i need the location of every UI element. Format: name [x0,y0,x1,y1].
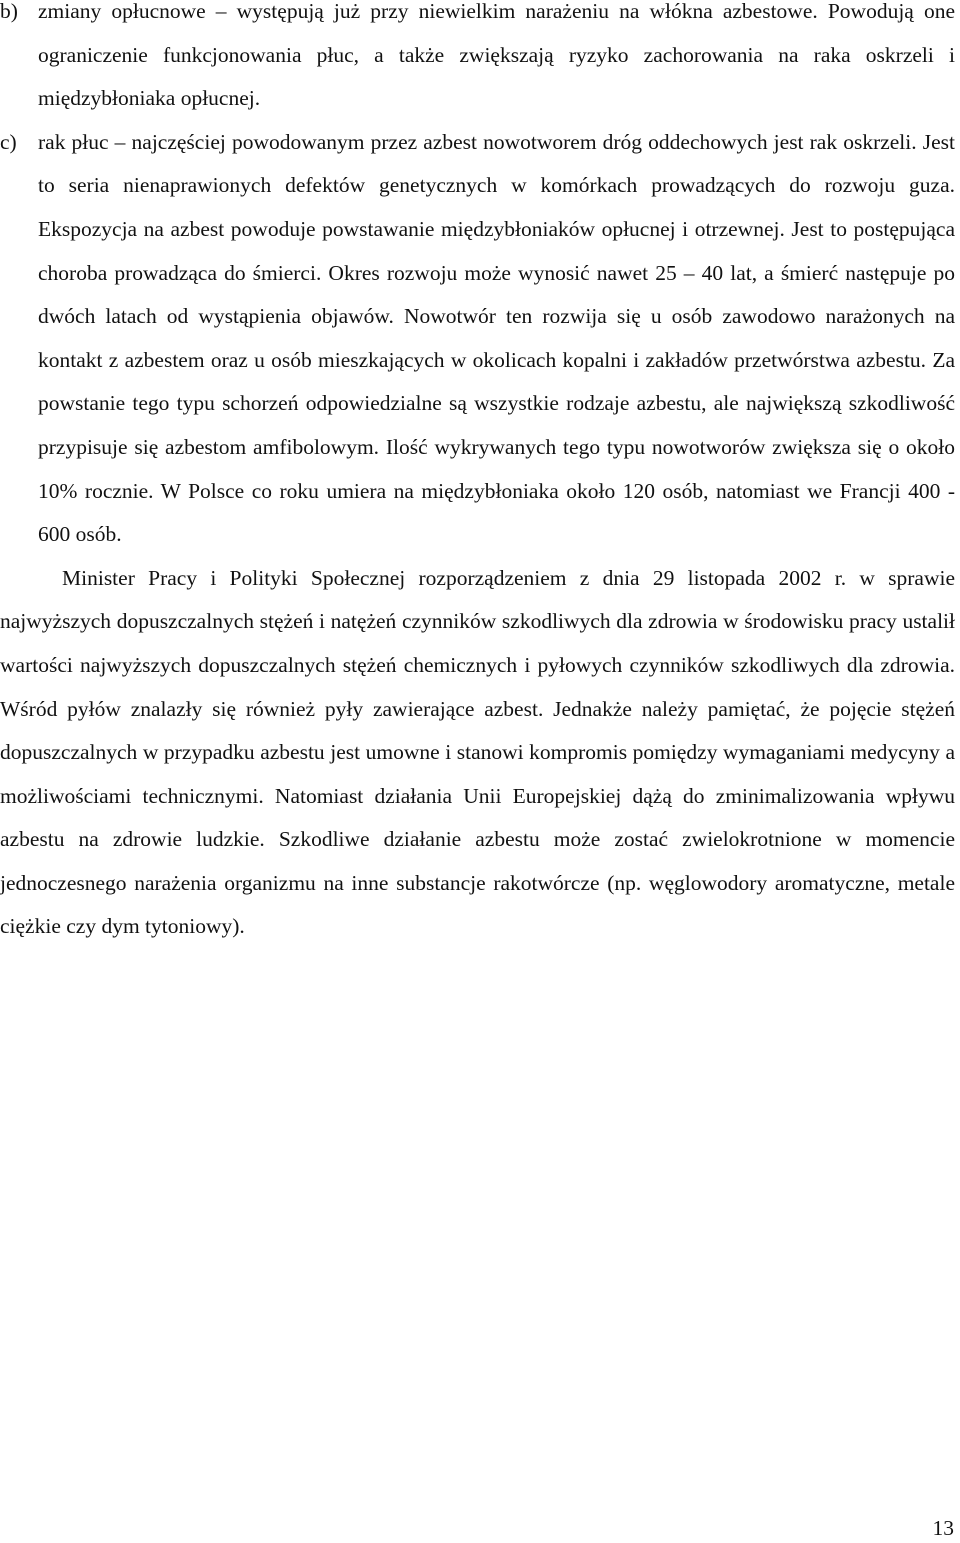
list-item-text: zmiany opłucnowe – występują już przy niewielkim narażeniu na włókna azbestowe. Powodują one ograniczenie funkcjonowania płuc, a także zwiększają ryzyko zachorowania na raka oskrzeli i międzybłoniaka opłucnej. [38,0,955,111]
list-marker: b) [0,0,18,23]
paragraph-regulation: Minister Pracy i Polityki Społecznej rozporządzeniem z dnia 29 listopada 2002 r. w sprawie najwyższych dopuszczalnych stężeń i natężeń czynników szkodliwych dla zdrowia w środowisku pracy ustalił wartości najwyższych dopuszczalnych stężeń chemicznych i pyłowych czynników szkodliwych dla zdrowia. Wśród pyłów znalazły się również pyły zawierające azbest. Jednakże należy pamiętać, że pojęcie stężeń dopuszczalnych w przypadku azbestu jest umowne i stanowi kompromis pomiędzy wymaganiami medycyny a możliwościami technicznymi. Natomiast działania Unii Europejskiej dążą do zminimalizowania wpływu azbestu na zdrowie ludzkie. Szkodliwe działanie azbestu może zostać zwielokrotnione w momencie jednoczesnego narażenia organizmu na inne substancje rakotwórcze (np. węglowodory aromatyczne, metale ciężkie czy dym tytoniowy). [0,565,955,939]
list-item-text: rak płuc – najczęściej powodowanym przez azbest nowotworem dróg oddechowych jest rak oskrzeli. Jest to seria nienaprawionych defektów genetycznych w komórkach prowadzących do rozwoju guza. Ekspozycja na azbest powoduje powstawanie międzybłoniaków opłucnej i otrzewnej. Jest to postępująca choroba prowadząca do śmierci. Okres rozwoju może wynosić nawet 25 – 40 lat, a śmierć następuje po dwóch latach od wystąpienia objawów. Nowotwór ten rozwija się u osób zawodowo narażonych na kontakt z azbestem oraz u osób mieszkających w okolicach kopalni i zakładów przetwórstwa azbestu. Za powstanie tego typu schorzeń odpowiedzialne są wszystkie rodzaje azbestu, ale największą szkodliwość przypisuje się azbestom amfibolowym. Ilość wykrywanych tego typu nowotworów zwiększa się o około 10% rocznie. W Polsce co roku umiera na międzybłoniaka około 120 osób, natomiast we Francji 400 - 600 osób. [38,129,955,547]
list-item-b [0,0,955,121]
list-item-c [0,121,955,557]
page-number: 13 [932,1516,954,1540]
list-marker: c) [0,129,17,154]
